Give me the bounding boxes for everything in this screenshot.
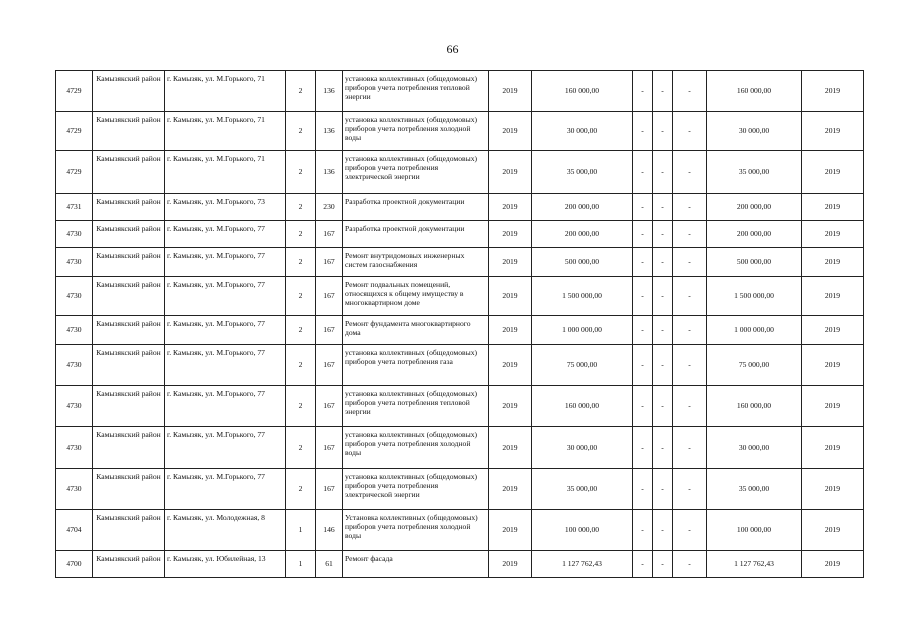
entrances-cell: 1 [286, 551, 316, 578]
address-cell: г. Камызяк, ул. М.Горького, 77 [165, 221, 286, 248]
year-cell: 2019 [489, 194, 532, 221]
apartments-cell: 230 [316, 194, 343, 221]
completion-year-cell: 2019 [802, 71, 864, 112]
work-type-cell: установка коллективных (общедомовых) приборов учета потребления электрической энергии [343, 151, 489, 194]
table-row [56, 71, 864, 112]
entrances-cell: 2 [286, 221, 316, 248]
amount-cell: 200 000,00 [532, 221, 633, 248]
apartments-cell: 61 [316, 551, 343, 578]
work-type-cell: установка коллективных (общедомовых) приборов учета потребления тепловой энергии [343, 71, 489, 112]
apartments-cell: 167 [316, 345, 343, 386]
year-cell: 2019 [489, 469, 532, 510]
district-cell: Камызякский район [93, 345, 165, 386]
year-cell: 2019 [489, 221, 532, 248]
address-cell: г. Камызяк, ул. Юбилейная, 13 [165, 551, 286, 578]
dash-cell: - [653, 277, 673, 316]
district-cell: Камызякский район [93, 316, 165, 345]
dash-cell: - [633, 386, 653, 427]
entrances-cell: 2 [286, 469, 316, 510]
entrances-cell: 2 [286, 316, 316, 345]
table-row [56, 194, 864, 221]
entrances-cell: 2 [286, 194, 316, 221]
dash-cell: - [673, 427, 707, 469]
district-cell: Камызякский район [93, 151, 165, 194]
completion-year-cell: 2019 [802, 510, 864, 551]
dash-cell: - [633, 469, 653, 510]
row-id: 4730 [56, 316, 93, 345]
district-cell: Камызякский район [93, 71, 165, 112]
amount-cell: 35 000,00 [532, 151, 633, 194]
dash-cell: - [673, 277, 707, 316]
row-id: 4729 [56, 112, 93, 151]
completion-year-cell: 2019 [802, 277, 864, 316]
district-cell: Камызякский район [93, 551, 165, 578]
completion-year-cell: 2019 [802, 469, 864, 510]
amount-cell: 1 000 000,00 [532, 316, 633, 345]
dash-cell: - [653, 112, 673, 151]
work-type-cell: Разработка проектной документации [343, 194, 489, 221]
apartments-cell: 136 [316, 151, 343, 194]
entrances-cell: 2 [286, 112, 316, 151]
district-cell: Камызякский район [93, 277, 165, 316]
apartments-cell: 167 [316, 221, 343, 248]
completion-year-cell: 2019 [802, 386, 864, 427]
table-row [56, 551, 864, 578]
total-cell: 35 000,00 [707, 151, 802, 194]
table-row [56, 151, 864, 194]
row-id: 4730 [56, 277, 93, 316]
dash-cell: - [653, 345, 673, 386]
work-type-cell: Установка коллективных (общедомовых) приборов учета потребления холодной воды [343, 510, 489, 551]
table-body [56, 71, 864, 578]
year-cell: 2019 [489, 551, 532, 578]
work-type-cell: Ремонт фундамента многоквартирного дома [343, 316, 489, 345]
entrances-cell: 2 [286, 427, 316, 469]
total-cell: 35 000,00 [707, 469, 802, 510]
table-row [56, 316, 864, 345]
table-row [56, 112, 864, 151]
work-type-cell: установка коллективных (общедомовых) приборов учета потребления холодной воды [343, 427, 489, 469]
address-cell: г. Камызяк, ул. М.Горького, 73 [165, 194, 286, 221]
apartments-cell: 136 [316, 112, 343, 151]
address-cell: г. Камызяк, ул. М.Горького, 71 [165, 71, 286, 112]
entrances-cell: 2 [286, 71, 316, 112]
completion-year-cell: 2019 [802, 316, 864, 345]
dash-cell: - [633, 151, 653, 194]
work-type-cell: установка коллективных (общедомовых) приборов учета потребления холодной воды [343, 112, 489, 151]
dash-cell: - [673, 469, 707, 510]
year-cell: 2019 [489, 151, 532, 194]
address-cell: г. Камызяк, ул. М.Горького, 77 [165, 345, 286, 386]
dash-cell: - [633, 427, 653, 469]
dash-cell: - [633, 112, 653, 151]
dash-cell: - [653, 551, 673, 578]
completion-year-cell: 2019 [802, 248, 864, 277]
row-id: 4731 [56, 194, 93, 221]
row-id: 4729 [56, 151, 93, 194]
dash-cell: - [673, 345, 707, 386]
district-cell: Камызякский район [93, 510, 165, 551]
table-row [56, 427, 864, 469]
page-number: 66 [446, 42, 459, 56]
apartments-cell: 167 [316, 386, 343, 427]
completion-year-cell: 2019 [802, 112, 864, 151]
dash-cell: - [653, 427, 673, 469]
dash-cell: - [653, 316, 673, 345]
total-cell: 200 000,00 [707, 194, 802, 221]
dash-cell: - [653, 151, 673, 194]
dash-cell: - [673, 248, 707, 277]
dash-cell: - [673, 221, 707, 248]
dash-cell: - [673, 112, 707, 151]
apartments-cell: 167 [316, 248, 343, 277]
dash-cell: - [633, 248, 653, 277]
dash-cell: - [673, 386, 707, 427]
address-cell: г. Камызяк, ул. М.Горького, 77 [165, 386, 286, 427]
completion-year-cell: 2019 [802, 427, 864, 469]
amount-cell: 1 127 762,43 [532, 551, 633, 578]
amount-cell: 35 000,00 [532, 469, 633, 510]
total-cell: 100 000,00 [707, 510, 802, 551]
amount-cell: 30 000,00 [532, 112, 633, 151]
amount-cell: 500 000,00 [532, 248, 633, 277]
address-cell: г. Камызяк, ул. М.Горького, 77 [165, 427, 286, 469]
total-cell: 500 000,00 [707, 248, 802, 277]
dash-cell: - [633, 194, 653, 221]
completion-year-cell: 2019 [802, 194, 864, 221]
total-cell: 75 000,00 [707, 345, 802, 386]
district-cell: Камызякский район [93, 386, 165, 427]
work-type-cell: Разработка проектной документации [343, 221, 489, 248]
row-id: 4730 [56, 469, 93, 510]
dash-cell: - [653, 469, 673, 510]
table-row [56, 221, 864, 248]
dash-cell: - [673, 151, 707, 194]
year-cell: 2019 [489, 277, 532, 316]
dash-cell: - [653, 386, 673, 427]
amount-cell: 200 000,00 [532, 194, 633, 221]
address-cell: г. Камызяк, ул. М.Горького, 71 [165, 112, 286, 151]
dash-cell: - [633, 71, 653, 112]
total-cell: 1 500 000,00 [707, 277, 802, 316]
completion-year-cell: 2019 [802, 551, 864, 578]
work-type-cell: Ремонт фасада [343, 551, 489, 578]
dash-cell: - [633, 277, 653, 316]
amount-cell: 75 000,00 [532, 345, 633, 386]
row-id: 4700 [56, 551, 93, 578]
table-row [56, 510, 864, 551]
dash-cell: - [653, 221, 673, 248]
entrances-cell: 2 [286, 345, 316, 386]
dash-cell: - [653, 194, 673, 221]
address-cell: г. Камызяк, ул. М.Горького, 71 [165, 151, 286, 194]
total-cell: 1 000 000,00 [707, 316, 802, 345]
row-id: 4730 [56, 345, 93, 386]
row-id: 4704 [56, 510, 93, 551]
year-cell: 2019 [489, 71, 532, 112]
table-row [56, 345, 864, 386]
completion-year-cell: 2019 [802, 151, 864, 194]
dash-cell: - [673, 510, 707, 551]
dash-cell: - [633, 345, 653, 386]
district-cell: Камызякский район [93, 112, 165, 151]
dash-cell: - [633, 316, 653, 345]
dash-cell: - [653, 248, 673, 277]
total-cell: 200 000,00 [707, 221, 802, 248]
amount-cell: 160 000,00 [532, 71, 633, 112]
year-cell: 2019 [489, 386, 532, 427]
address-cell: г. Камызяк, ул. М.Горького, 77 [165, 248, 286, 277]
district-cell: Камызякский район [93, 427, 165, 469]
row-id: 4730 [56, 386, 93, 427]
apartments-cell: 167 [316, 469, 343, 510]
total-cell: 160 000,00 [707, 71, 802, 112]
dash-cell: - [633, 551, 653, 578]
dash-cell: - [673, 194, 707, 221]
entrances-cell: 2 [286, 386, 316, 427]
apartments-cell: 167 [316, 277, 343, 316]
dash-cell: - [673, 551, 707, 578]
work-type-cell: Ремонт внутридомовых инженерных систем газоснабжения [343, 248, 489, 277]
dash-cell: - [653, 71, 673, 112]
completion-year-cell: 2019 [802, 221, 864, 248]
year-cell: 2019 [489, 345, 532, 386]
amount-cell: 160 000,00 [532, 386, 633, 427]
table-row [56, 277, 864, 316]
amount-cell: 100 000,00 [532, 510, 633, 551]
amount-cell: 30 000,00 [532, 427, 633, 469]
apartments-cell: 167 [316, 316, 343, 345]
completion-year-cell: 2019 [802, 345, 864, 386]
work-type-cell: Ремонт подвальных помещений, относящихся к общему имуществу в многоквартирном доме [343, 277, 489, 316]
apartments-cell: 136 [316, 71, 343, 112]
table-row [56, 248, 864, 277]
work-type-cell: установка коллективных (общедомовых) приборов учета потребления тепловой энергии [343, 386, 489, 427]
address-cell: г. Камызяк, ул. М.Горького, 77 [165, 277, 286, 316]
entrances-cell: 2 [286, 151, 316, 194]
district-cell: Камызякский район [93, 221, 165, 248]
apartments-cell: 146 [316, 510, 343, 551]
year-cell: 2019 [489, 248, 532, 277]
address-cell: г. Камызяк, ул. М.Горького, 77 [165, 316, 286, 345]
apartments-cell: 167 [316, 427, 343, 469]
year-cell: 2019 [489, 510, 532, 551]
district-cell: Камызякский район [93, 469, 165, 510]
row-id: 4730 [56, 221, 93, 248]
year-cell: 2019 [489, 316, 532, 345]
dash-cell: - [673, 316, 707, 345]
dash-cell: - [633, 221, 653, 248]
district-cell: Камызякский район [93, 194, 165, 221]
row-id: 4730 [56, 427, 93, 469]
year-cell: 2019 [489, 112, 532, 151]
entrances-cell: 2 [286, 277, 316, 316]
total-cell: 1 127 762,43 [707, 551, 802, 578]
entrances-cell: 1 [286, 510, 316, 551]
dash-cell: - [633, 510, 653, 551]
total-cell: 30 000,00 [707, 427, 802, 469]
entrances-cell: 2 [286, 248, 316, 277]
row-id: 4729 [56, 71, 93, 112]
capital-repair-table [55, 70, 864, 578]
address-cell: г. Камызяк, ул. М.Горького, 77 [165, 469, 286, 510]
total-cell: 160 000,00 [707, 386, 802, 427]
row-id: 4730 [56, 248, 93, 277]
total-cell: 30 000,00 [707, 112, 802, 151]
district-cell: Камызякский район [93, 248, 165, 277]
table-row [56, 469, 864, 510]
address-cell: г. Камызяк, ул. Молодежная, 8 [165, 510, 286, 551]
year-cell: 2019 [489, 427, 532, 469]
dash-cell: - [653, 510, 673, 551]
table-row [56, 386, 864, 427]
work-type-cell: установка коллективных (общедомовых) приборов учета потребления электрической энергии [343, 469, 489, 510]
dash-cell: - [673, 71, 707, 112]
work-type-cell: установка коллективных (общедомовых) приборов учета потребления газа [343, 345, 489, 386]
amount-cell: 1 500 000,00 [532, 277, 633, 316]
